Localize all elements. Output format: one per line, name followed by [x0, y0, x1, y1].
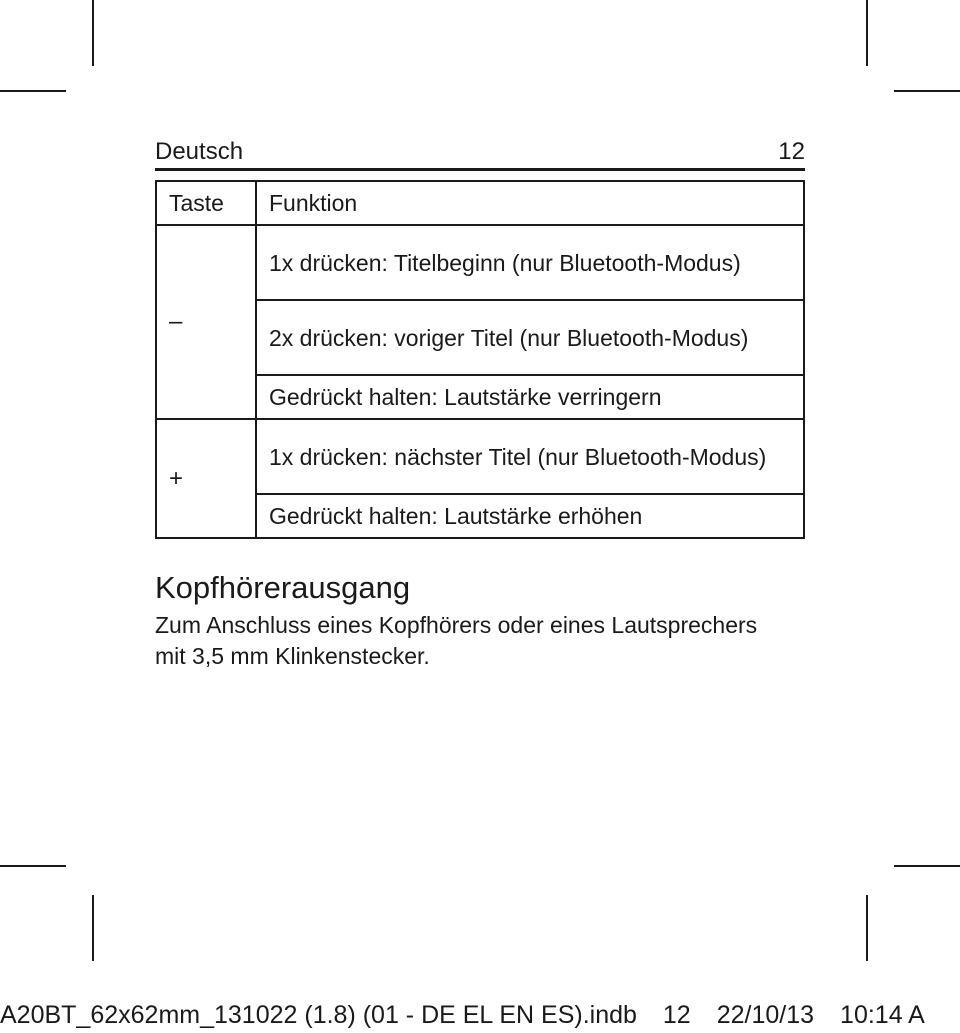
function-cell: 1x drücken: nächster Titel (nur Bluetooth-Modus) [256, 419, 804, 494]
key-minus: – [156, 225, 256, 419]
crop-mark-top-left-horizontal [0, 90, 66, 92]
running-header [155, 138, 805, 171]
table-header-row [156, 181, 804, 225]
function-cell: 2x drücken: voriger Titel (nur Bluetooth-Modus) [256, 300, 804, 375]
table-header-key: Taste [156, 181, 256, 225]
function-cell: 1x drücken: Titelbeginn (nur Bluetooth-Modus) [256, 225, 804, 300]
crop-mark-top-left [92, 0, 94, 66]
slug-file-name: A20BT_62x62mm_131022 (1.8) (01 - DE EL EN ES).indb [0, 1001, 637, 1029]
table-row [156, 225, 804, 300]
slug-date: 22/10/13 [716, 1001, 815, 1029]
crop-mark-bottom-left-horizontal [0, 865, 66, 867]
section-heading: Kopfhörerausgang [155, 570, 411, 605]
crop-mark-bottom-left [92, 895, 94, 961]
crop-mark-bottom-right [866, 895, 868, 961]
section-body-text: Zum Anschluss eines Kopfhörers oder eines Lautsprechers mit 3,5 mm Klinkenstecker. [155, 612, 758, 669]
header-page-number: 12 [778, 138, 805, 165]
crop-mark-bottom-right-horizontal [894, 865, 960, 867]
crop-mark-top-right-horizontal [894, 90, 960, 92]
table-header-function: Funktion [256, 181, 804, 225]
print-slug-line [0, 1000, 960, 1030]
crop-mark-top-right [866, 0, 868, 66]
key-plus: + [156, 419, 256, 538]
slug-page-number: 12 [662, 1001, 691, 1029]
table-row [156, 419, 804, 494]
key-function-table [155, 180, 805, 539]
function-cell: Gedrückt halten: Lautstärke erhöhen [256, 494, 804, 538]
function-cell: Gedrückt halten: Lautstärke verringern [256, 375, 804, 419]
header-language: Deutsch [155, 138, 244, 165]
slug-time: 10:14 A [840, 1001, 925, 1029]
